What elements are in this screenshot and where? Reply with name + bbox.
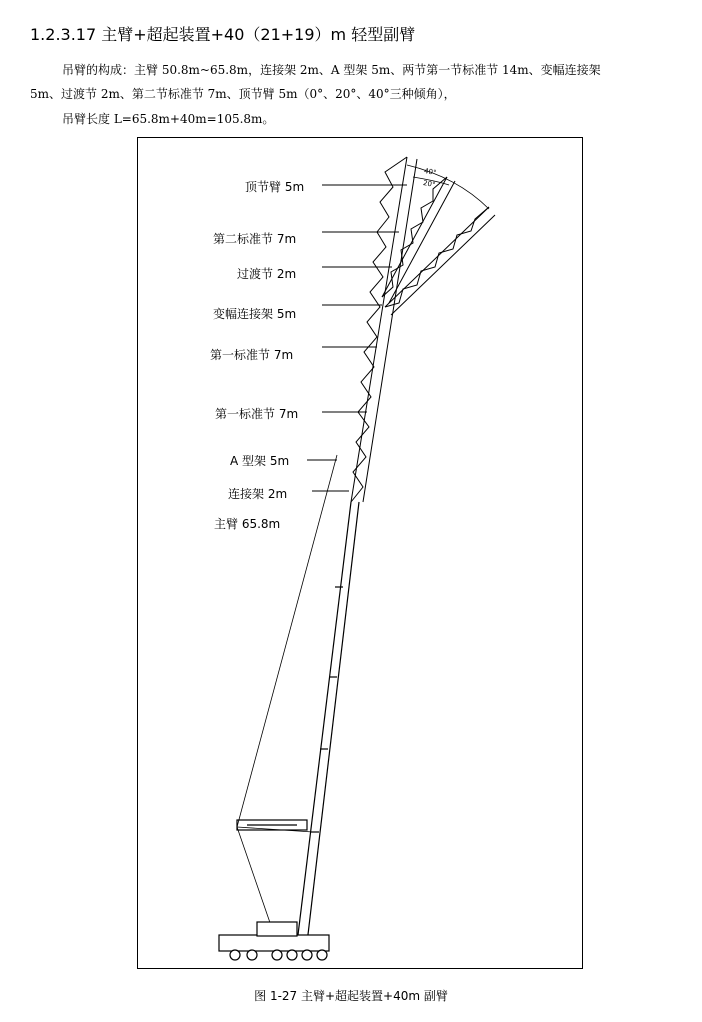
body-paragraph-boom-length: 吊臂长度 L=65.8m+40m=105.8m。 <box>62 112 275 126</box>
label-second-standard-section: 第二标准节 7m <box>213 232 297 246</box>
label-a-frame: A 型架 5m <box>230 454 290 468</box>
crane-carrier <box>219 922 329 960</box>
label-connector-frame: 连接架 2m <box>228 487 288 501</box>
label-top-section: 顶节臂 5m <box>245 180 305 194</box>
lattice-jib <box>351 157 417 502</box>
superlift-frame <box>237 820 307 830</box>
label-first-standard-section-b: 第一标准节 7m <box>215 407 299 421</box>
body-paragraph-composition-continued: 5m、过渡节 2m、第二节标准节 7m、顶节臂 5m（0°、20°、40°三种倾角）， <box>30 87 456 101</box>
section-title: 1.2.3.17 主臂+超起装置+40（21+19）m 轻型副臂 <box>30 25 416 44</box>
body-paragraph-composition: 吊臂的构成：主臂 50.8m~65.8m，连接架 2m、A 型架 5m、两节第一节标准节 14m、变幅连接架 <box>62 63 601 77</box>
angle-label-40: 40° <box>423 166 438 178</box>
label-first-standard-section-a: 第一标准节 7m <box>210 348 294 362</box>
label-luffing-connector: 变幅连接架 5m <box>213 307 297 321</box>
leader-lines <box>307 185 407 491</box>
angle-label-20: 20° <box>422 178 437 190</box>
jib-20deg <box>382 177 455 303</box>
label-transition-section: 过渡节 2m <box>237 267 297 281</box>
label-main-boom: 主臂 65.8m <box>214 517 281 531</box>
angle-arcs <box>407 165 489 209</box>
figure-caption: 图 1-27 主臂+超起装置+40m 副臂 <box>254 989 448 1003</box>
crane-drawing <box>137 137 583 969</box>
